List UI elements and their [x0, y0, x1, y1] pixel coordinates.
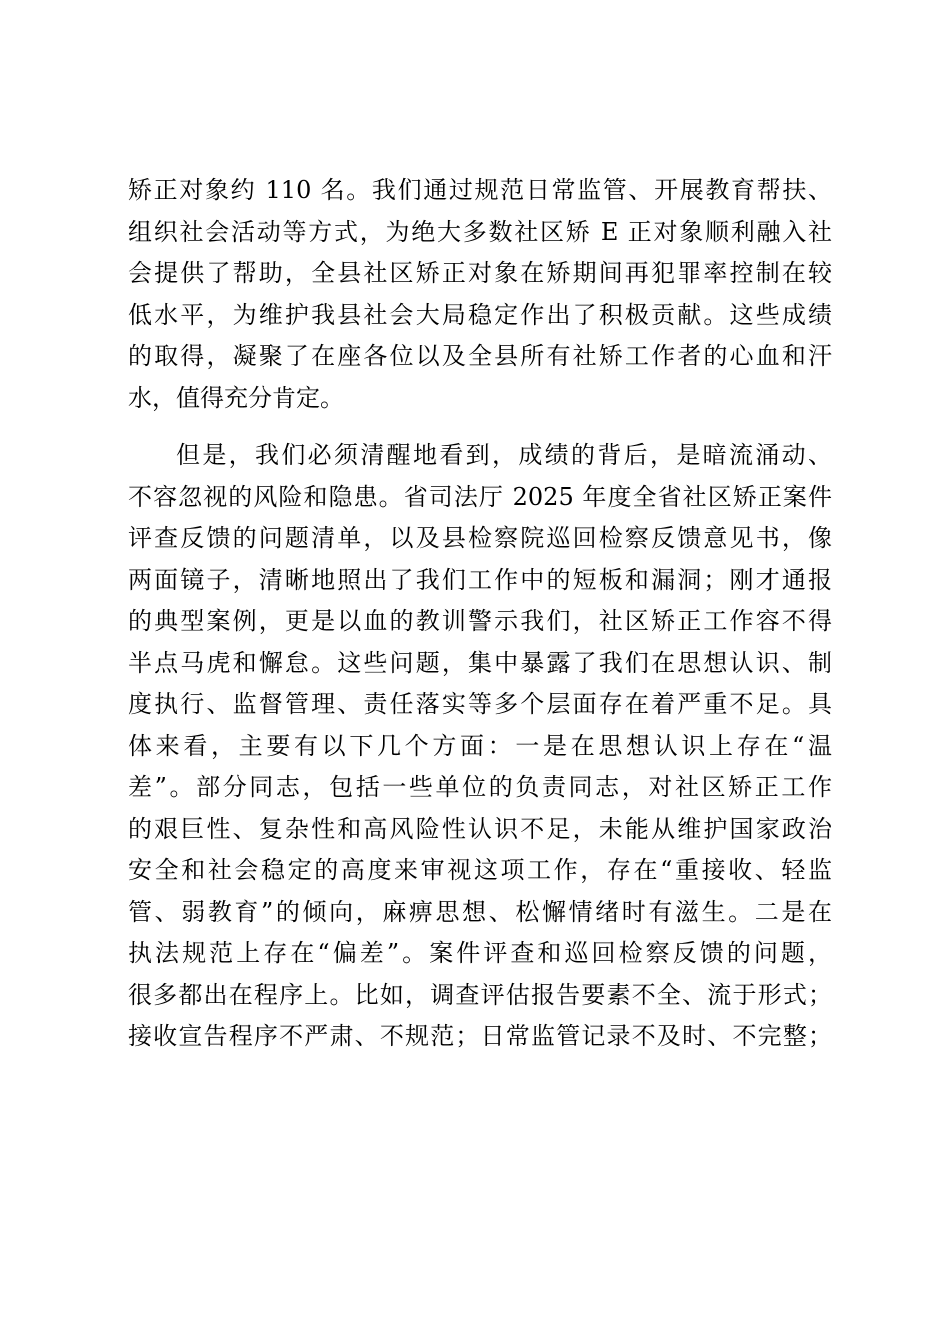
text-line: 体来看，主要有以下几个方面：一是在思想认识上存在“温	[128, 731, 832, 760]
paragraph-2	[128, 435, 832, 1058]
text-line: 但是，我们必须清醒地看到，成绩的背后，是暗流涌动、	[176, 441, 832, 469]
text-line: 半点马虎和懈怠。这些问题，集中暴露了我们在思想认识、制	[128, 648, 832, 677]
text-line: 低水平，为维护我县社会大局稳定作出了积极贡献。这些成绩	[128, 300, 832, 329]
paragraph-1	[128, 170, 832, 419]
text-line: 很多都出在程序上。比如，调查评估报告要素不全、流于形式；	[128, 980, 832, 1009]
text-line: 组织社会活动等方式，为绝大多数社区矫 E 正对象顺利融入社	[128, 217, 832, 246]
text-line: 水，值得充分肯定。	[128, 383, 344, 412]
document-body	[128, 170, 832, 1058]
text-line: 执法规范上存在“偏差”。案件评查和巡回检察反馈的问题，	[128, 939, 832, 967]
text-line: 度执行、监督管理、责任落实等多个层面存在着严重不足。具	[128, 690, 832, 718]
text-line: 两面镜子，清晰地照出了我们工作中的短板和漏洞；刚才通报	[128, 565, 832, 594]
text-line: 评查反馈的问题清单，以及县检察院巡回检察反馈意见书，像	[128, 524, 832, 552]
text-line: 的艰巨性、复杂性和高风险性认识不足，未能从维护国家政治	[128, 814, 832, 843]
text-line: 安全和社会稳定的高度来审视这项工作，存在“重接收、轻监	[128, 856, 832, 884]
text-line: 矫正对象约 110 名。我们通过规范日常监管、开展教育帮扶、	[128, 176, 832, 204]
text-line: 会提供了帮助，全县社区矫正对象在矫期间再犯罪率控制在较	[128, 259, 832, 287]
text-line: 的取得，凝聚了在座各位以及全县所有社矫工作者的心血和汗	[128, 342, 832, 370]
text-line: 差”。部分同志，包括一些单位的负责同志，对社区矫正工作	[128, 773, 832, 801]
text-line: 的典型案例，更是以血的教训警示我们，社区矫正工作容不得	[128, 607, 832, 635]
text-line: 管、弱教育”的倾向，麻痹思想、松懈情绪时有滋生。二是在	[128, 897, 832, 926]
text-line: 接收宣告程序不严肃、不规范；日常监管记录不及时、不完整；	[128, 1022, 832, 1050]
text-line: 不容忽视的风险和隐患。省司法厅 2025 年度全省社区矫正案件	[128, 482, 832, 511]
paragraph-spacer	[128, 419, 832, 435]
